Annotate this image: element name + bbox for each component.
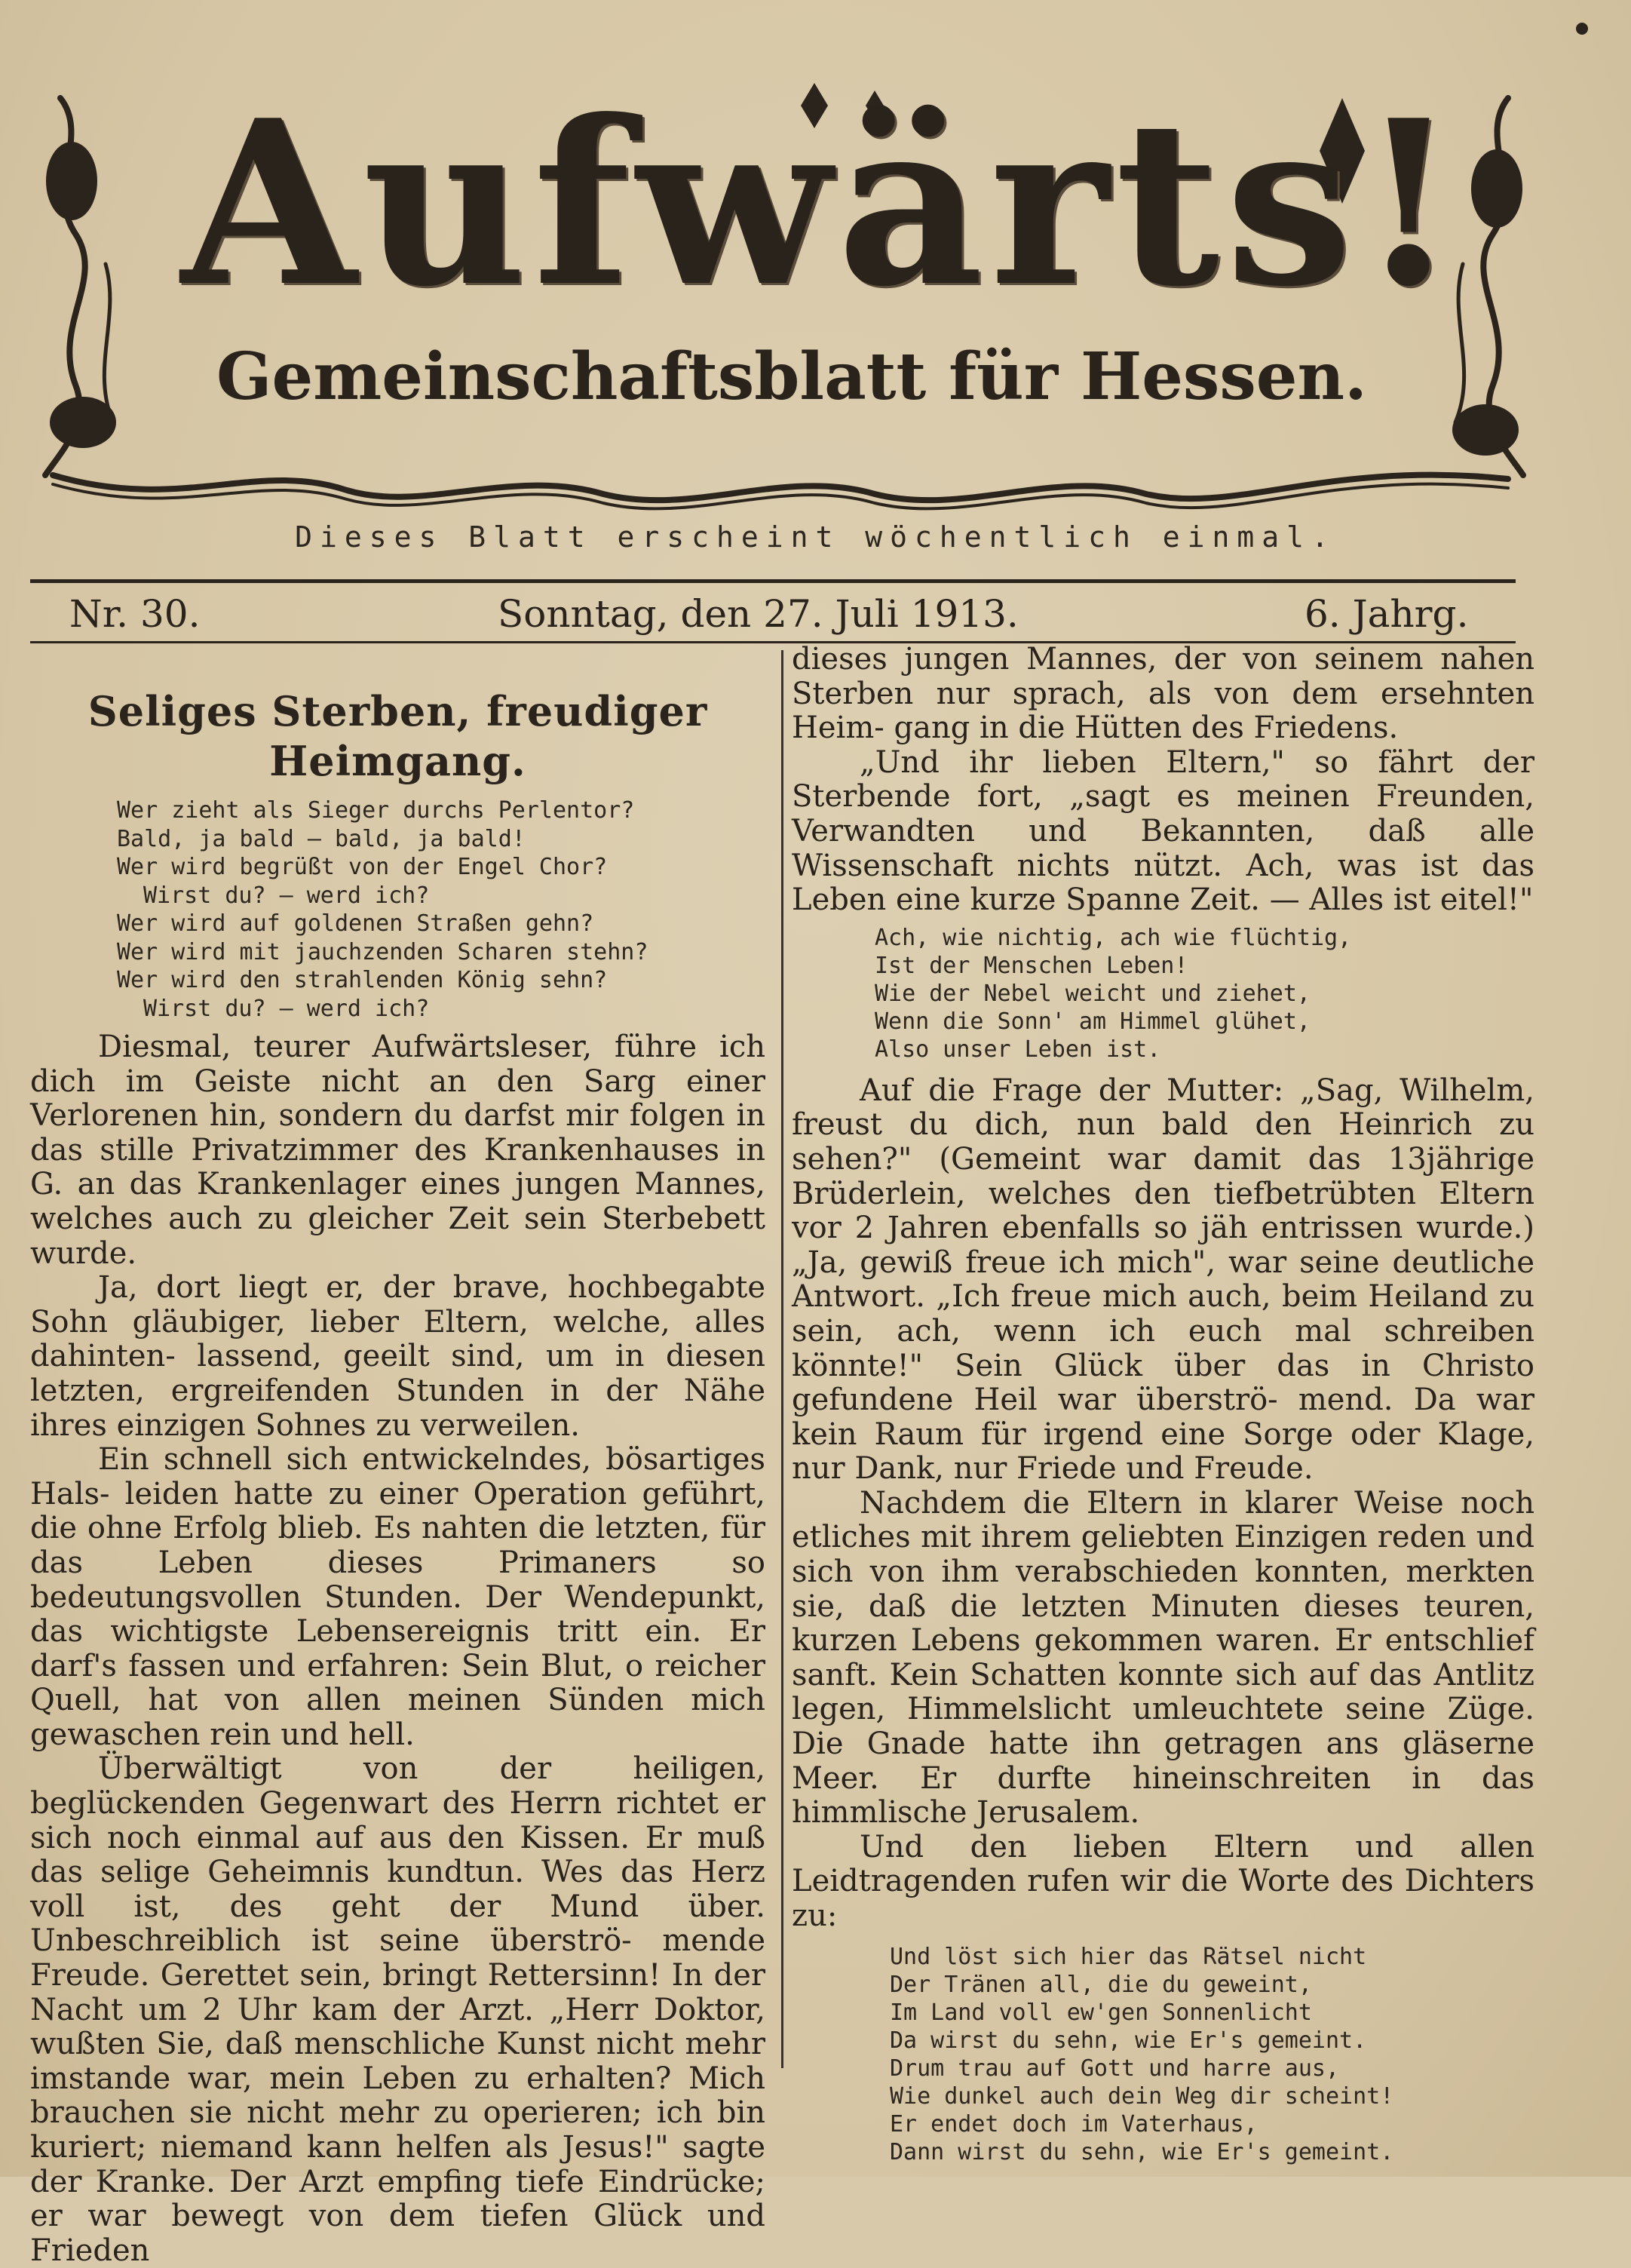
mid-verse bbox=[792, 924, 1534, 1063]
column-left bbox=[30, 656, 765, 2268]
issue-bar bbox=[30, 587, 1516, 641]
publication-frequency: Dieses Blatt erscheint wöchentlich einmal. bbox=[295, 520, 1336, 554]
article-paragraph: Nachdem die Eltern in klarer Weise noch etliches mit ihrem geliebten Einzigen reden und sich von ihm verabschieden konnten, merkten sie, daß die letzten Minuten dieses teuren, kurzen Lebens gekommen waren. Er entschlief sanft. Kein Schatten konnte sich auf das Antlitz legen, Himmelslicht umleuchtete seine Züge. Die Gnade hatte ihn getragen ans gläserne Meer. Er durfte hineinschreiten in das himmlische Jerusalem. bbox=[792, 1485, 1534, 1831]
verse-line: Wenn die Sonn' am Himmel glühet, bbox=[875, 1008, 1311, 1035]
verse-line: Wer wird mit jauchzenden Scharen stehn? bbox=[117, 938, 648, 965]
article-paragraph-continued: dieses jungen Mannes, der von seinem nahen Sterben nur sprach, als von dem ersehnten Heim- gang in die Hütten des Friedens. bbox=[792, 642, 1534, 746]
article-paragraph: Auf die Frage der Mutter: „Sag, Wilhelm, freust du dich, nun bald den Heinrich zu sehen?" (Gemeint war damit das 13jährige Brüderlein, welches den tiefbetrübten Eltern vor 2 Jahren ebenfalls so jäh entrissen wurde.) „Ja, gewiß freue ich mich", war seine deutliche Antwort. „Ich freue mich auch, beim Heiland zu sein, ach, wenn ich euch mal schreiben könnte!" Sein Glück über das in Christo gefundene Heil war überströ- mend. Da war kein Raum für irgend eine Sorge oder Klage, nur Dank, nur Friede und Freude. bbox=[792, 1073, 1534, 1487]
verse-line: Wirst du? — werd ich? bbox=[143, 995, 430, 1022]
issue-number: Nr. 30. bbox=[69, 592, 201, 636]
column-divider bbox=[781, 650, 783, 2068]
verse-line: Wer wird den strahlenden König sehn? bbox=[117, 967, 608, 993]
verse-line: Drum trau auf Gott und harre aus, bbox=[890, 2055, 1340, 2082]
ink-speck bbox=[1576, 23, 1588, 35]
column-right bbox=[792, 643, 1534, 2177]
article-paragraph: „Und ihr lieben Eltern," so fährt der Sterbende fort, „sagt es meinen Freunden, Verwandten und Bekannten, daß alle Wissenschaft nichts nützt. Ach, was ist das Leben eine kurze Spanne Zeit. — Alles ist eitel!" bbox=[792, 744, 1534, 918]
verse-line: Wer wird begrüßt von der Engel Chor? bbox=[117, 854, 608, 880]
article-paragraph: Überwältigt von der heiligen, beglückenden Gegenwart des Herrn richtet er sich noch einmal auf aus den Kissen. Er muß das selige Geheimnis kundtun. Wes das Herz voll ist, des geht der Mund über. Unbeschreiblich ist seine überströ- mende Freude. Gerettet sein, bringt Rettersinn! In der Nacht um 2 Uhr kam der Arzt. „Herr Doktor, wußten Sie, daß menschliche Kunst nicht mehr imstande war, mein Leben zu erhalten? Mich brauchen sie nicht mehr zu operieren; ich bin kuriert; niemand kann helfen als Jesus!" sagte der Kranke. Der Arzt empfing tiefe Eindrücke; er war bewegt von dem tiefen Glück und Frieden bbox=[30, 1751, 765, 2268]
verse-line: Wirst du? — werd ich? bbox=[143, 882, 430, 909]
verse-line: Da wirst du sehn, wie Er's gemeint. bbox=[890, 2027, 1367, 2054]
verse-line: Wie dunkel auch dein Weg dir scheint! bbox=[890, 2082, 1394, 2110]
verse-line: Ach, wie nichtig, ach wie flüchtig, bbox=[875, 924, 1352, 951]
verse-line: Wer wird auf goldenen Straßen gehn? bbox=[117, 910, 594, 937]
article-paragraph: Ja, dort liegt er, der brave, hochbegabte Sohn gläubiger, lieber Eltern, welche, alles dahinten- lassend, geeilt sind, um in diesen letzten, ergreifenden Stunden in der Nähe ihres einzigen Sohnes zu verweilen. bbox=[30, 1270, 765, 1443]
issue-date: Sonntag, den 27. Juli 1913. bbox=[498, 592, 1019, 636]
masthead-title: Aufwärts! bbox=[181, 70, 1464, 336]
verse-line: Ist der Menschen Leben! bbox=[875, 952, 1188, 979]
verse-line: Wie der Nebel weicht und ziehet, bbox=[875, 980, 1311, 1007]
verse-line: Und löst sich hier das Rätsel nicht bbox=[890, 1943, 1367, 1970]
article-paragraph: Ein schnell sich entwickelndes, bösartiges Hals- leiden hatte zu einer Operation geführt, die ohne Erfolg blieb. Es nahten die letzten, für das Leben dieses Primaners so bedeutungsvollen Stunden. Der Wendepunkt, das wichtigste Lebensereignis tritt ein. Er darf's fassen und erfahren: Sein Blut, o reicher Quell, hat von allen meinen Sünden mich gewaschen rein und hell. bbox=[30, 1442, 765, 1752]
verse-line: Der Tränen all, die du geweint, bbox=[890, 1971, 1312, 1998]
issue-year: 6. Jahrg. bbox=[1304, 592, 1469, 636]
verse-line: Er endet doch im Vaterhaus, bbox=[890, 2110, 1258, 2138]
verse-line: Dann wirst du sehn, wie Er's gemeint. bbox=[890, 2138, 1394, 2165]
closing-verse bbox=[792, 1943, 1534, 2166]
article-headline: Seliges Sterben, freudiger Heimgang. bbox=[87, 687, 708, 785]
verse-line: Im Land voll ew'gen Sonnenlicht bbox=[890, 1999, 1312, 2026]
article-paragraph: Diesmal, teurer Aufwärtsleser, führe ich dich im Geiste nicht an den Sarg einer Verlorenen hin, sondern du darfst mir folgen in das stille Privatzimmer des Krankenhauses in G. an das Krankenlager eines jungen Mannes, welches auch zu gleicher Zeit sein Sterbebett wurde. bbox=[30, 1030, 765, 1271]
article-paragraph: Und den lieben Eltern und allen Leidtragenden rufen wir die Worte des Dichters zu: bbox=[792, 1829, 1534, 1933]
masthead bbox=[30, 68, 1538, 520]
verse-line: Wer zieht als Sieger durchs Perlentor? bbox=[117, 797, 635, 824]
verse-line: Also unser Leben ist. bbox=[875, 1036, 1161, 1063]
masthead-subtitle: Gemeinschaftsblatt für Hessen. bbox=[216, 339, 1367, 415]
verse-line: Bald, ja bald — bald, ja bald! bbox=[117, 825, 526, 852]
header-rule-top bbox=[30, 579, 1516, 583]
